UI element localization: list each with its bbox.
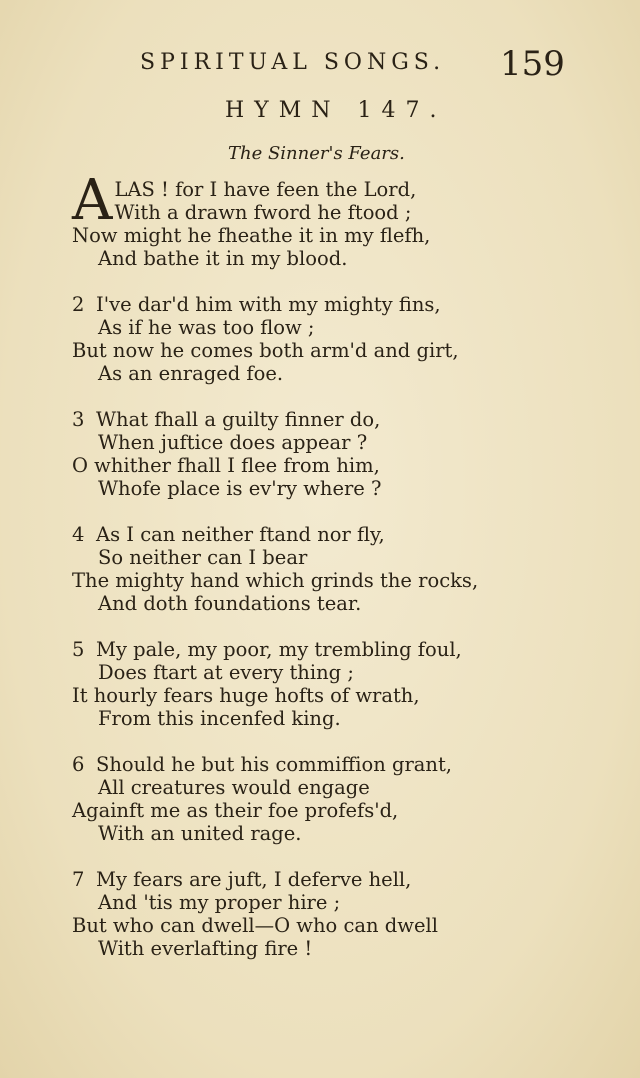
verse-line: From this incenfed king. xyxy=(98,707,341,730)
verse-line: As if he was too flow ; xyxy=(98,316,315,339)
verse-line: But now he comes both arm'd and girt, xyxy=(72,339,459,362)
verse-1 xyxy=(72,168,492,270)
verse-line: It hourly fears huge hofts of wrath, xyxy=(72,684,420,707)
verse-line: And 'tis my proper hire ; xyxy=(98,891,341,914)
running-title: SPIRITUAL SONGS. xyxy=(140,50,446,75)
verse-line: With a drawn fword he ftood ; xyxy=(114,201,412,224)
verse-line: All creatures would engage xyxy=(98,776,370,799)
verse-number: 4 xyxy=(72,523,85,546)
verse-line: Whofe place is ev'ry where ? xyxy=(98,477,382,500)
verse-line: And bathe it in my blood. xyxy=(98,247,348,270)
verse-line: And doth foundations tear. xyxy=(98,592,362,615)
verse-line: My pale, my poor, my trembling foul, xyxy=(96,638,462,661)
verse-line: What fhall a guilty finner do, xyxy=(96,408,381,431)
verse-line: I've dar'd him with my mighty fins, xyxy=(96,293,441,316)
verse-line: Does ftart at every thing ; xyxy=(98,661,354,684)
verse-line: As I can neither ftand nor fly, xyxy=(96,523,385,546)
verse-line: So neither can I bear xyxy=(98,546,308,569)
verse-number: 6 xyxy=(72,753,85,776)
verse-line: When juftice does appear ? xyxy=(98,431,368,454)
verse-line: The mighty hand which grinds the rocks, xyxy=(72,569,479,592)
verse-7 xyxy=(72,868,492,960)
hymn-verses xyxy=(72,168,492,983)
hymn-title: HYMN 147. xyxy=(225,98,447,123)
verse-number: 3 xyxy=(72,408,85,431)
verse-number: 7 xyxy=(72,868,85,891)
verse-number: 2 xyxy=(72,293,85,316)
verse-line: Should he but his commiffion grant, xyxy=(96,753,452,776)
verse-number: 5 xyxy=(72,638,85,661)
verse-3 xyxy=(72,408,492,500)
verse-line: Now might he fheathe it in my flefh, xyxy=(72,224,431,247)
hymn-subtitle: The Sinner's Fears. xyxy=(228,143,405,164)
verse-line: With everlafting fire ! xyxy=(98,937,313,960)
verse-2 xyxy=(72,293,492,385)
verse-line: O whither fhall I flee from him, xyxy=(72,454,380,477)
page-number: 159 xyxy=(500,44,565,84)
verse-line: But who can dwell—O who can dwell xyxy=(72,914,438,937)
verse-line: Againft me as their foe profefs'd, xyxy=(72,799,399,822)
verse-line: As an enraged foe. xyxy=(98,362,284,385)
verse-line: With an united rage. xyxy=(98,822,302,845)
verse-4 xyxy=(72,523,492,615)
drop-cap: A xyxy=(72,168,113,233)
verse-line: LAS ! for I have feen the Lord, xyxy=(114,178,417,201)
verse-6 xyxy=(72,753,492,845)
verse-line: My fears are juft, I deferve hell, xyxy=(96,868,412,891)
verse-5 xyxy=(72,638,492,730)
